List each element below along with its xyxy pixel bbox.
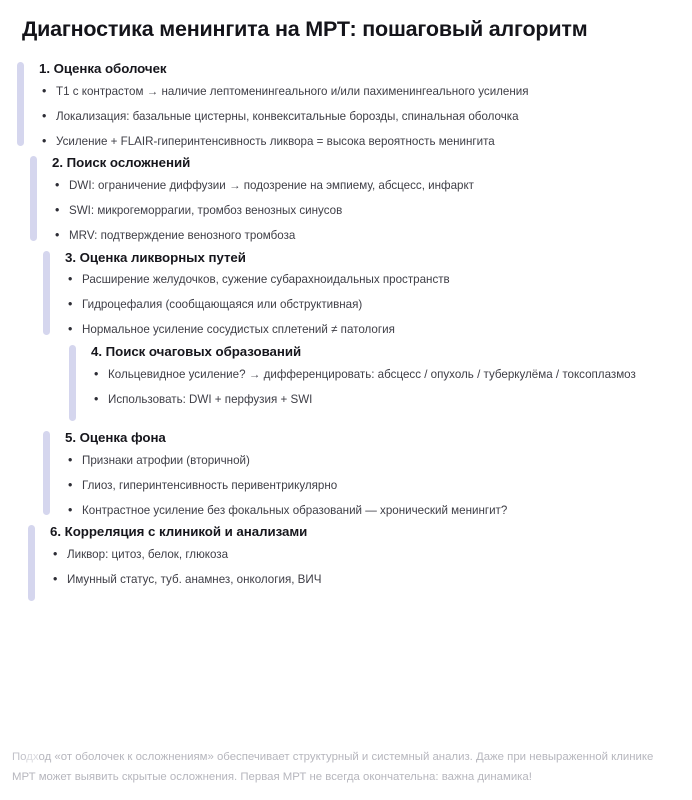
- step-bullet: • Локализация: базальные цистерны, конвекситальные борозды, спинальная оболочка: [39, 109, 692, 125]
- step-bullet: • Гидроцефалия (сообщающаяся или обструктивная): [65, 297, 692, 313]
- step-accent-bar: [69, 345, 76, 421]
- step-bullet: • Расширение желудочков, сужение субарахноидальных пространств: [65, 272, 692, 288]
- step-bullet: • Имунный статус, туб. анамнез, онкология, ВИЧ: [50, 572, 692, 588]
- step-bullet: • SWI: микрогеморрагии, тромбоз венозных синусов: [52, 203, 692, 219]
- step-heading: 2. Поиск осложнений: [52, 155, 191, 171]
- steps-list: [0, 44, 692, 607]
- step-bullet-list: [50, 547, 692, 588]
- step-accent-bar: [30, 156, 37, 240]
- step-bullet-list: [91, 367, 692, 408]
- step-bullet-list: [65, 453, 692, 519]
- step-card: [28, 521, 692, 607]
- step-bullet: • Нормальное усиление сосудистых сплетений ≠ патология: [65, 322, 692, 338]
- step-bullet-list: [65, 272, 692, 338]
- step-bullet: • Кольцевидное усиление? → дифференцировать: абсцесс / опухоль / туберкулёма / токсоплазмоз: [91, 367, 692, 383]
- footer-tail-text: од «от оболочек к осложнениям» обеспечивает структурный и системный анализ. Даже при невыраженной клинике МРТ может выявить скрытые осложнения. Первая МРТ не всегда окончательна: важна динамика!: [12, 751, 654, 783]
- step-bullet-list: [39, 84, 692, 150]
- step-bullet: • Ликвор: цитоз, белок, глюкоза: [50, 547, 692, 563]
- footer-note: [12, 748, 678, 787]
- step-card: [69, 341, 692, 427]
- step-bullet: • T1 с контрастом → наличие лептоменингеального и/или пахименингеального усиления: [39, 84, 692, 100]
- step-accent-bar: [28, 525, 35, 601]
- step-heading: 4. Поиск очаговых образований: [91, 343, 302, 359]
- step-heading: 1. Оценка оболочек: [39, 60, 167, 76]
- step-card: [43, 427, 692, 521]
- footer-mid-text: дх: [26, 751, 39, 763]
- step-heading: 3. Оценка ликворных путей: [65, 249, 246, 265]
- step-bullet: • Контрастное усиление без фокальных образований — хронический менингит?: [65, 503, 692, 519]
- step-heading: 6. Корреляция с клиникой и анализами: [50, 524, 308, 540]
- step-card: [30, 152, 692, 246]
- step-accent-bar: [17, 62, 24, 146]
- step-bullet: • DWI: ограничение диффузии → подозрение на эмпиему, абсцесс, инфаркт: [52, 178, 692, 194]
- step-accent-bar: [43, 251, 50, 335]
- step-bullet: • Усиление + FLAIR-гиперинтенсивность ликвора = высока вероятность менингита: [39, 134, 692, 150]
- step-bullet: • Признаки атрофии (вторичной): [65, 453, 692, 469]
- step-bullet: • Глиоз, гиперинтенсивность перивентрикулярно: [65, 478, 692, 494]
- step-accent-bar: [43, 431, 50, 515]
- step-bullet: • MRV: подтверждение венозного тромбоза: [52, 228, 692, 244]
- step-bullet: • Использовать: DWI + перфузия + SWI: [91, 392, 692, 408]
- step-card: [43, 247, 692, 341]
- step-heading: 5. Оценка фона: [65, 429, 166, 445]
- step-card: [17, 58, 692, 152]
- step-bullet-list: [52, 178, 692, 244]
- page-title: Диагностика менингита на МРТ: пошаговый алгоритм: [22, 17, 588, 41]
- footer-lead-text: По: [12, 751, 27, 763]
